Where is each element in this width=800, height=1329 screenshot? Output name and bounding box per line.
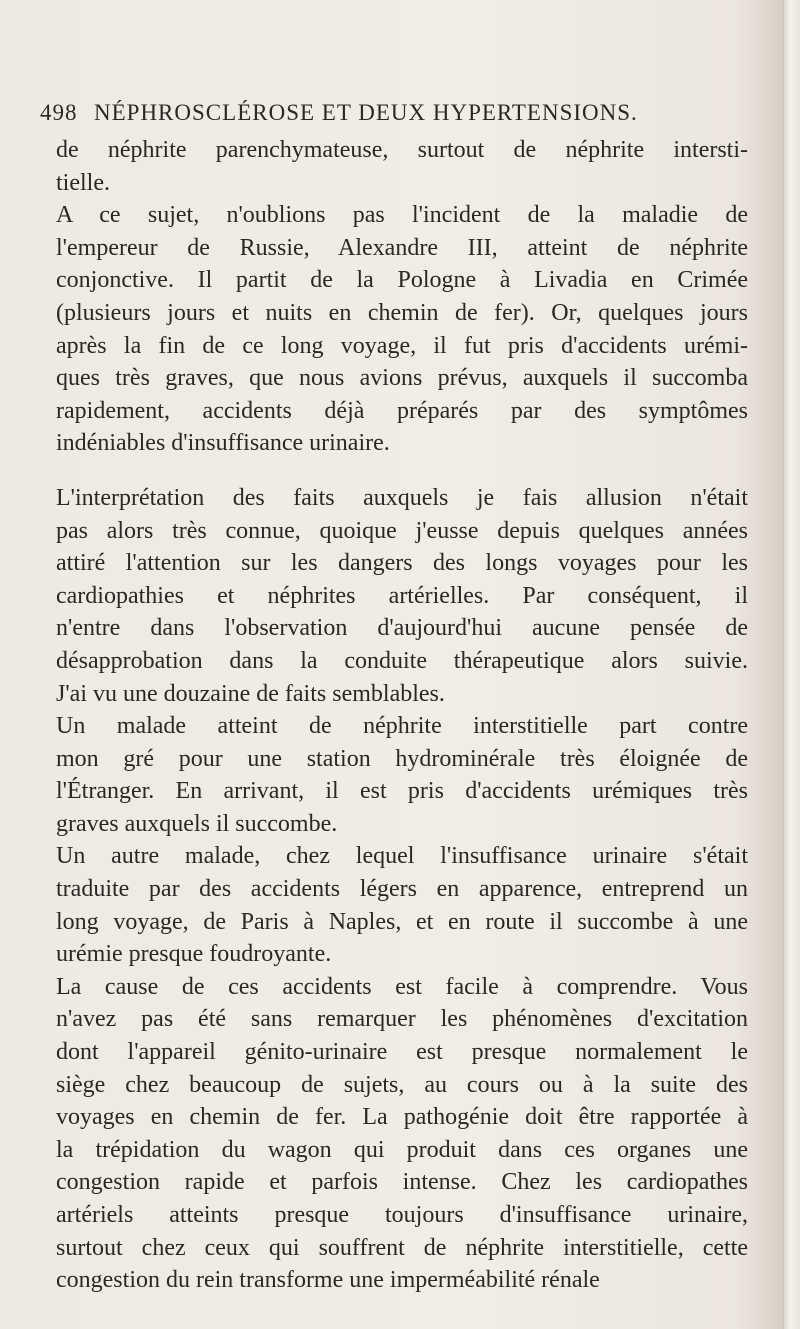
text-line: mon gré pour une station hydrominérale très éloignée de — [56, 745, 748, 772]
paragraph — [56, 971, 748, 1297]
paragraph — [56, 710, 748, 840]
text-line: conjonctive. Il partit de la Pologne à Livadia en Crimée — [56, 267, 748, 294]
text-line: surtout chez ceux qui souffrent de néphrite interstitielle, cette — [56, 1234, 748, 1261]
text-line: Un malade atteint de néphrite interstitielle part contre — [56, 713, 748, 740]
text-line: ques très graves, que nous avions prévus, auxquels il succomba — [56, 365, 748, 392]
text-line: la trépidation du wagon qui produit dans ces organes une — [56, 1136, 748, 1163]
text-line: cardiopathies et néphrites artérielles. Par conséquent, il — [56, 582, 748, 609]
text-line: artériels atteints presque toujours d'insuffisance urinaire, — [56, 1202, 748, 1228]
text-line: siège chez beaucoup de sujets, au cours ou à la suite des — [56, 1071, 748, 1098]
text-line: n'avez pas été sans remarquer les phénomènes d'excitation — [56, 1006, 748, 1033]
running-header — [40, 100, 740, 130]
text-line: après la fin de ce long voyage, il fut pris d'accidents urémi- — [56, 332, 748, 359]
text-line: pas alors très connue, quoique j'eusse depuis quelques années — [56, 517, 748, 544]
paragraph — [56, 199, 748, 460]
paragraph-gap — [56, 460, 748, 482]
text-line: long voyage, de Paris à Naples, et en route il succombe à une — [56, 908, 748, 935]
text-line: attiré l'attention sur les dangers des longs voyages pour les — [56, 550, 748, 577]
running-title: NÉPHROSCLÉROSE ET DEUX HYPERTENSIONS. — [94, 100, 638, 125]
text-line: urémie presque foudroyante. — [56, 941, 332, 968]
paragraph — [56, 134, 748, 199]
text-line: Un autre malade, chez lequel l'insuffisance urinaire s'était — [56, 843, 748, 870]
text-line: A ce sujet, n'oublions pas l'incident de la maladie de — [56, 202, 748, 229]
text-line: (plusieurs jours et nuits en chemin de fer). Or, quelques jours — [56, 299, 748, 326]
text-line: de néphrite parenchymateuse, surtout de néphrite intersti- — [56, 137, 748, 163]
text-line: n'entre dans l'observation d'aujourd'hui aucune pensée de — [56, 615, 748, 642]
text-line: l'Étranger. En arrivant, il est pris d'accidents urémiques très — [56, 778, 748, 805]
text-line: traduite par des accidents légers en apparence, entreprend un — [56, 876, 748, 903]
paragraph — [56, 482, 748, 710]
text-line: tielle. — [56, 169, 110, 196]
page-number: 498 — [40, 100, 78, 125]
body-text — [56, 134, 748, 1297]
text-line: indéniables d'insuffisance urinaire. — [56, 430, 390, 457]
text-line: congestion du rein transforme une imperméabilité rénale — [56, 1267, 600, 1294]
text-line: dont l'appareil génito-urinaire est presque normalement le — [56, 1039, 748, 1066]
text-line: l'empereur de Russie, Alexandre III, atteint de néphrite — [56, 234, 748, 261]
text-line: graves auxquels il succombe. — [56, 810, 338, 837]
page-edge — [783, 0, 800, 1329]
text-line: La cause de ces accidents est facile à comprendre. Vous — [56, 973, 748, 1000]
text-line: voyages en chemin de fer. La pathogénie doit être rapportée à — [56, 1104, 748, 1131]
text-line: J'ai vu une douzaine de faits semblables. — [56, 680, 445, 707]
text-line: rapidement, accidents déjà préparés par des symptômes — [56, 397, 748, 424]
text-line: congestion rapide et parfois intense. Chez les cardiopathes — [56, 1169, 748, 1196]
text-line: désapprobation dans la conduite thérapeutique alors suivie. — [56, 647, 748, 674]
text-line: L'interprétation des faits auxquels je fais allusion n'était — [56, 484, 748, 511]
paragraph — [56, 840, 748, 970]
